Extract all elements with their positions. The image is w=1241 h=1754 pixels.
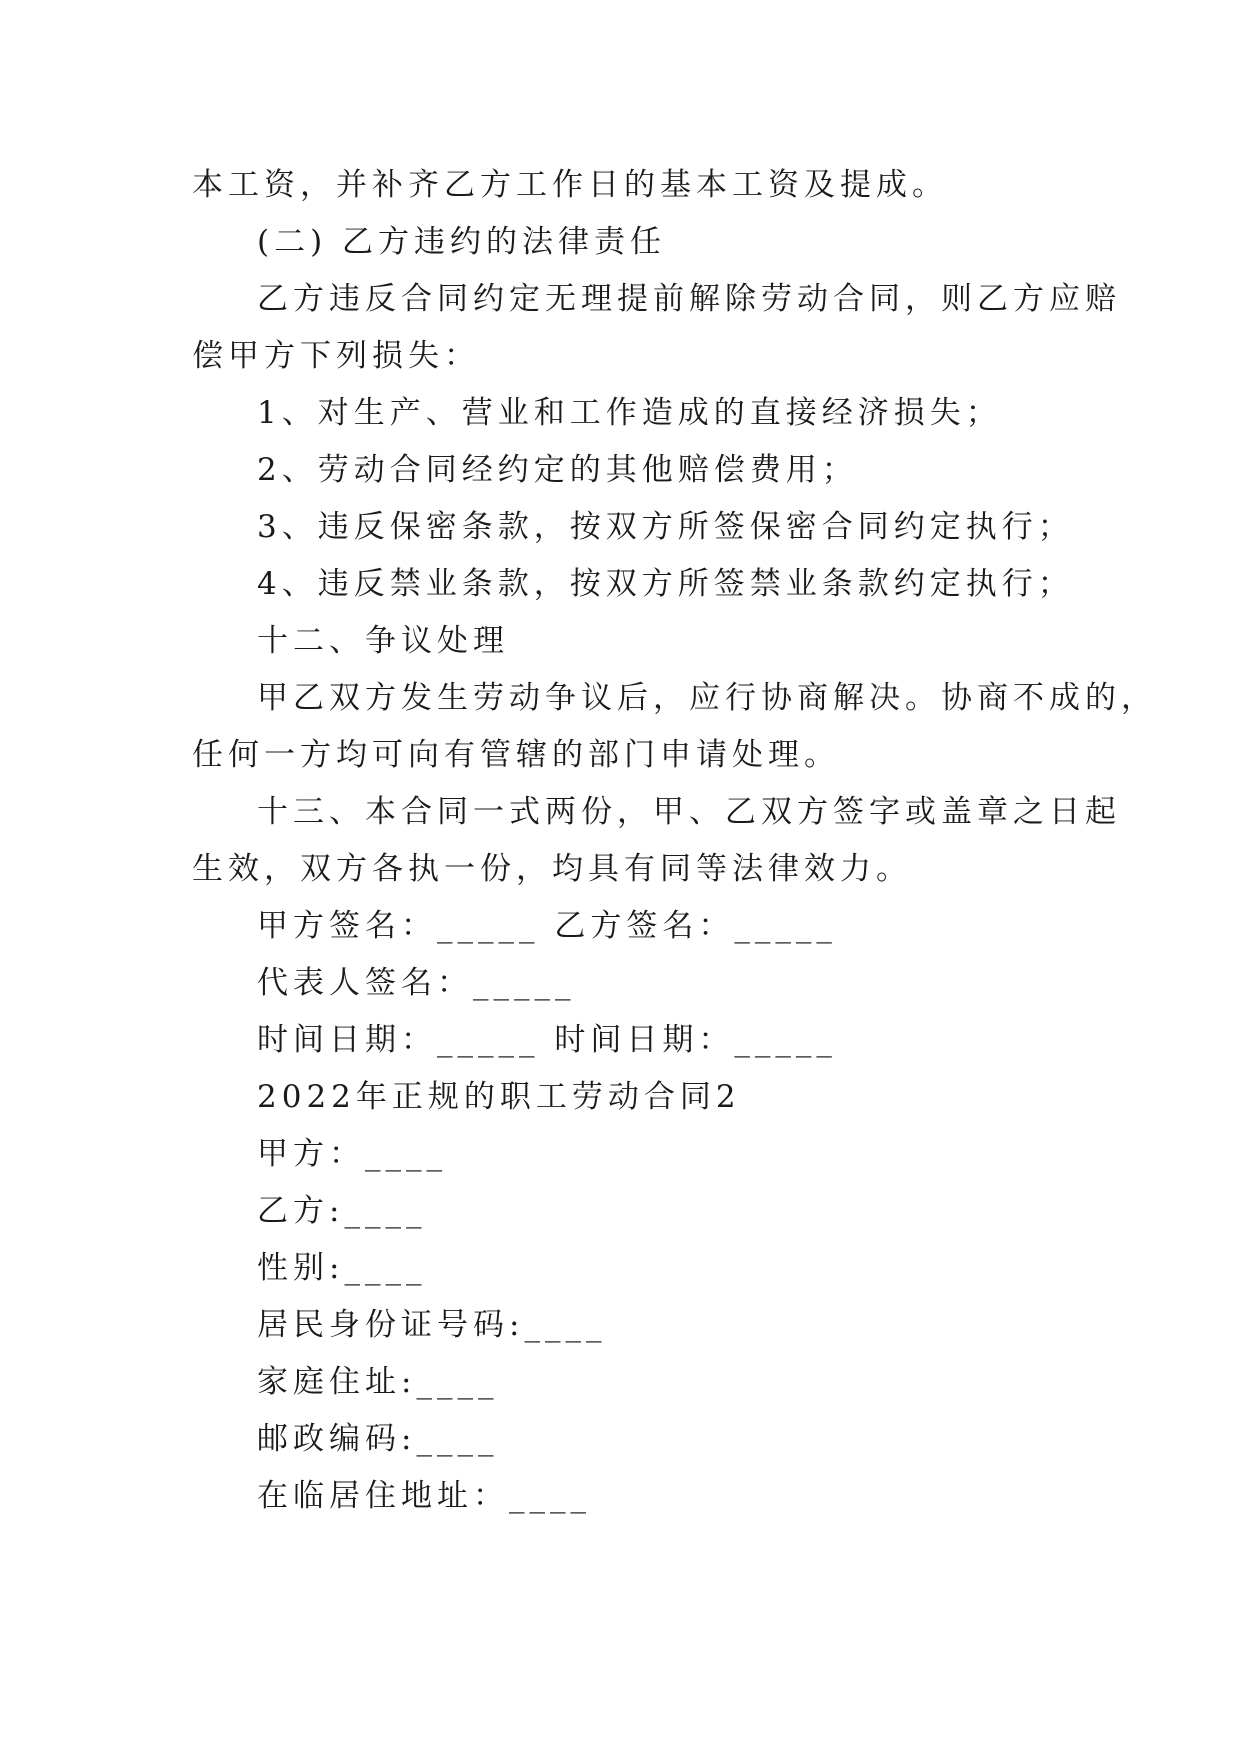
text-line: 任何一方均可向有管辖的部门申请处理。 xyxy=(192,737,840,773)
text-line: 偿甲方下列损失： xyxy=(192,338,480,374)
date-line: 时间日期：_____ 时间日期：_____ xyxy=(257,1022,837,1058)
section-heading: (二) 乙方违约的法律责任 xyxy=(257,224,667,260)
form-field: 家庭住址:____ xyxy=(257,1364,499,1400)
form-field: 邮政编码:____ xyxy=(257,1421,499,1457)
form-field: 居民身份证号码:____ xyxy=(257,1307,607,1343)
signature-line: 代表人签名：_____ xyxy=(257,965,576,1001)
signature-line: 甲方签名：_____ 乙方签名：_____ xyxy=(257,908,837,944)
list-item: 4、违反禁业条款，按双方所签禁业条款约定执行； xyxy=(257,566,1074,602)
list-item: 1、对生产、营业和工作造成的直接经济损失； xyxy=(257,395,1002,431)
document-title: 2022年正规的职工劳动合同2 xyxy=(257,1079,741,1115)
text-line: 甲乙双方发生劳动争议后，应行协商解决。协商不成的， xyxy=(257,680,1157,716)
text-line: 生效，双方各执一份，均具有同等法律效力。 xyxy=(192,851,912,887)
form-field: 甲方：____ xyxy=(257,1136,447,1172)
text-line: 十三、本合同一式两份，甲、乙双方签字或盖章之日起 xyxy=(257,794,1121,830)
list-item: 3、违反保密条款，按双方所签保密合同约定执行； xyxy=(257,509,1074,545)
text-line: 乙方违反合同约定无理提前解除劳动合同，则乙方应赔 xyxy=(257,281,1121,317)
form-field: 乙方:____ xyxy=(257,1193,427,1229)
list-item: 2、劳动合同经约定的其他赔偿费用； xyxy=(257,452,858,488)
text-line: 本工资，并补齐乙方工作日的基本工资及提成。 xyxy=(192,167,948,203)
form-field: 性别:____ xyxy=(257,1250,427,1286)
form-field: 在临居住地址：____ xyxy=(257,1478,591,1514)
section-heading: 十二、争议处理 xyxy=(257,623,509,659)
